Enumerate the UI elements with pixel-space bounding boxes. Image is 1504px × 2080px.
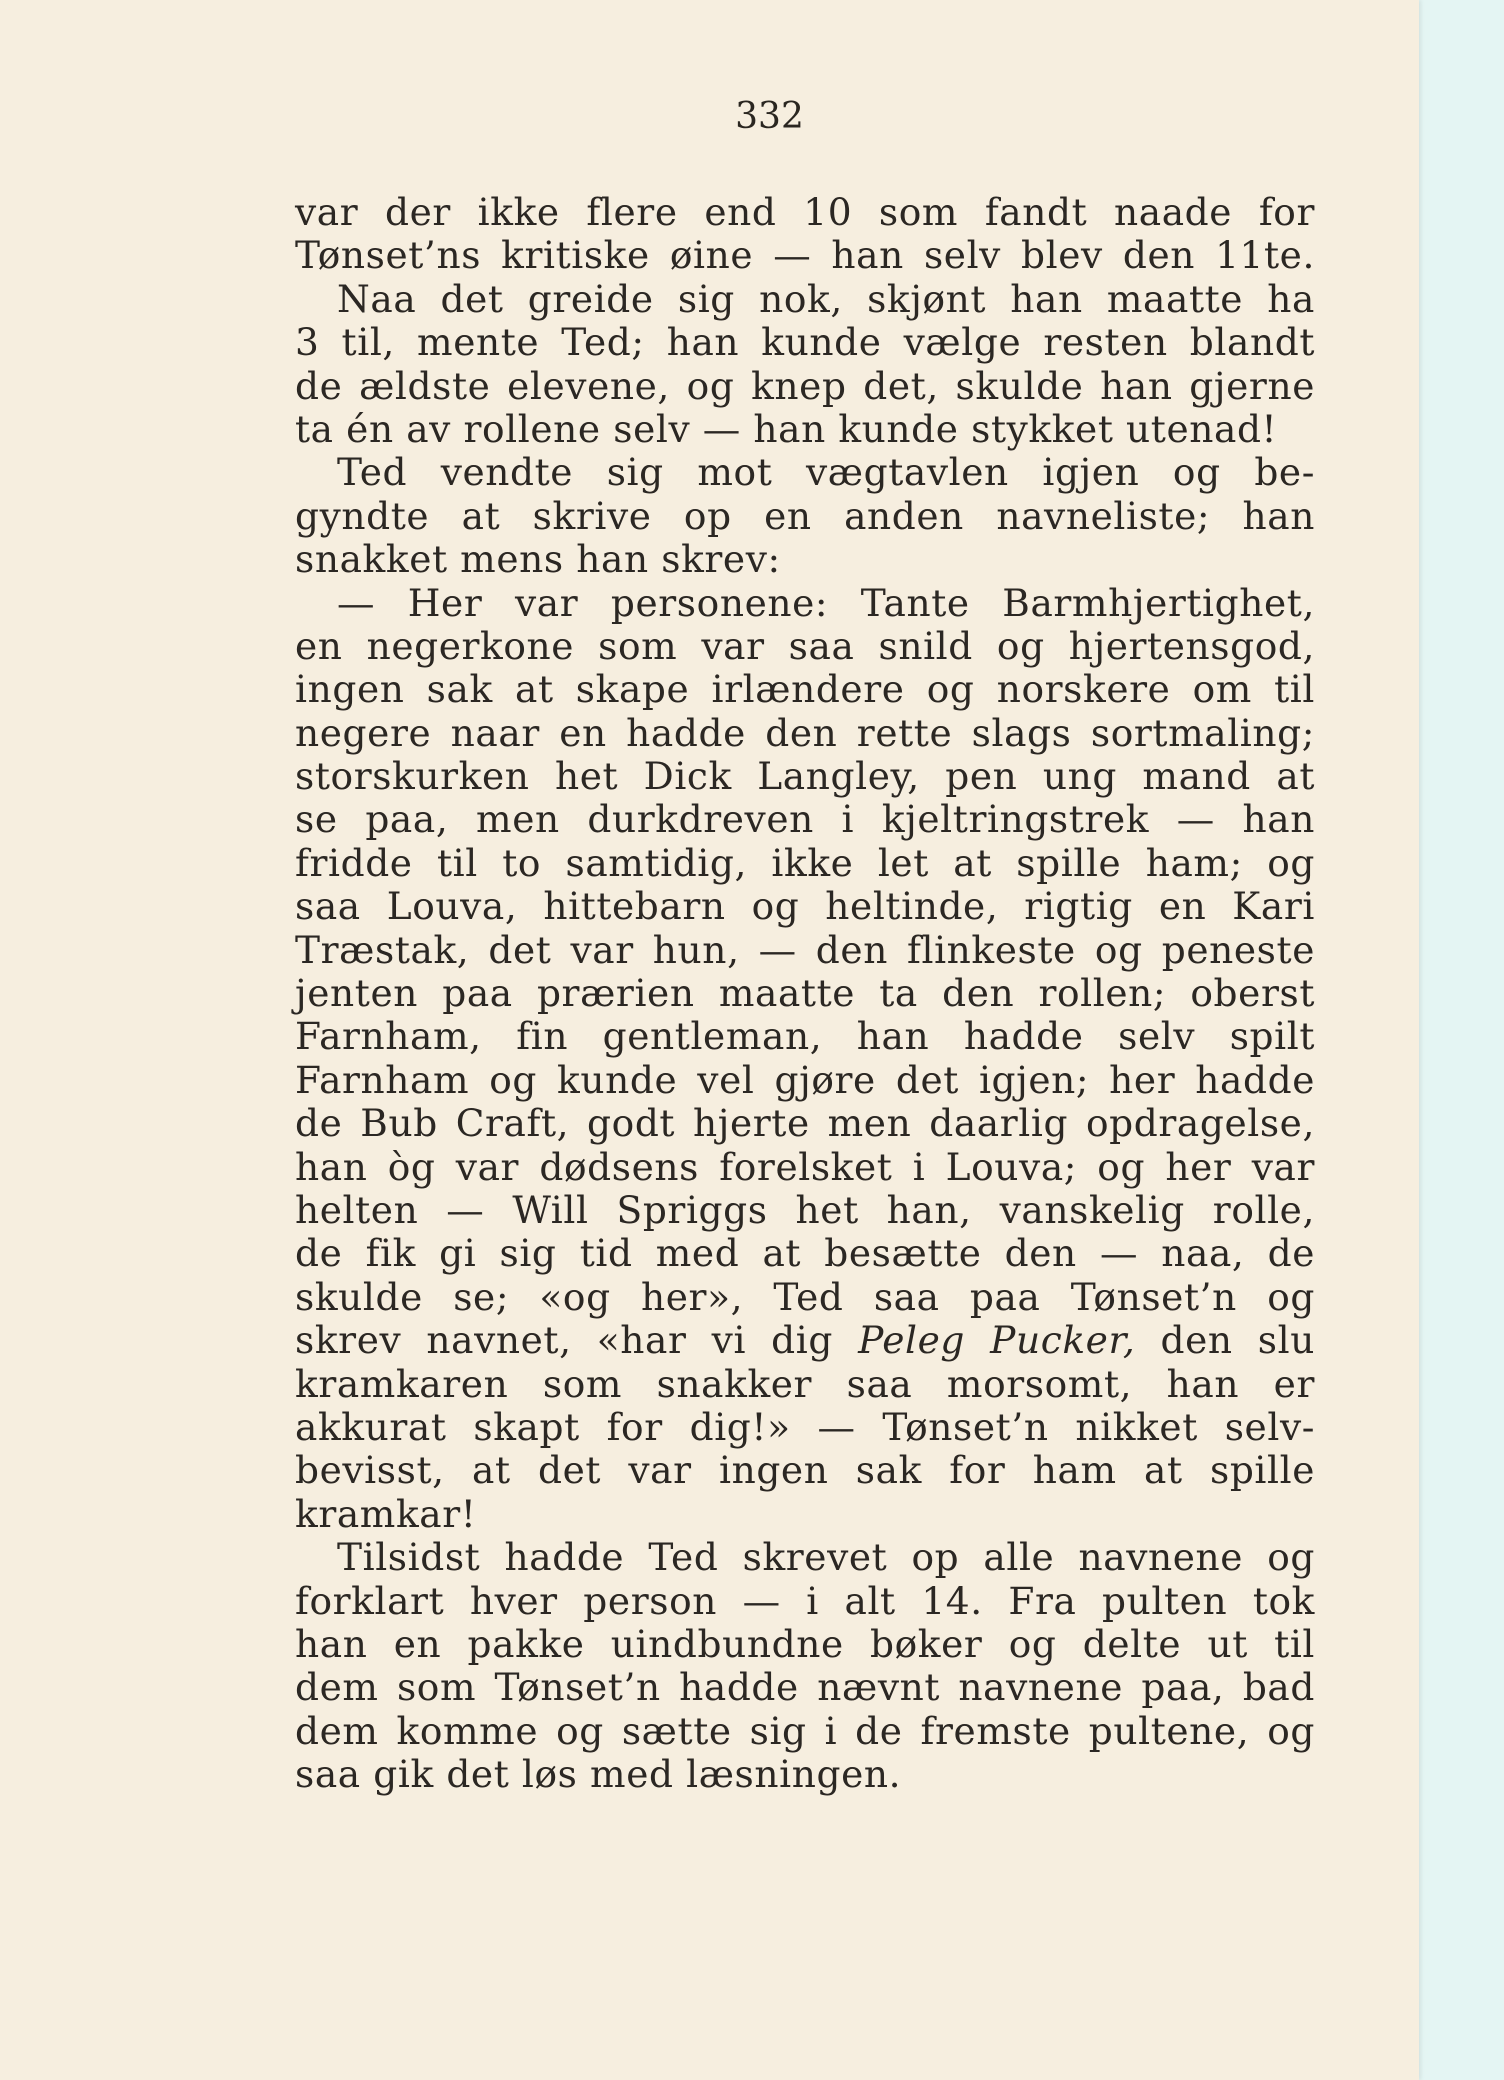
text-line: se paa, men durkdreven i kjeltringstrek — han — [295, 797, 1315, 842]
text-line: helten — Will Spriggs het han, vanskelig rolle, — [295, 1187, 1315, 1232]
text-line: saa gik det løs med læsningen. — [295, 1752, 902, 1797]
text-line: en negerkone som var saa snild og hjertensgod, — [295, 623, 1315, 668]
text-line: gyndte at skrive op en anden navneliste; han — [295, 493, 1315, 538]
character-name-italic: Peleg Pucker, — [858, 1318, 1136, 1363]
text-line: han en pakke uindbundne bøker og delte ut til — [295, 1621, 1315, 1666]
text-line: storskurken het Dick Langley, pen ung mand at — [295, 754, 1315, 799]
text-line: Farnham og kunde vel gjøre det igjen; her hadde — [295, 1057, 1315, 1102]
page-number: 332 — [735, 96, 804, 137]
text-line: fridde til to samtidig, ikke let at spille ham; og — [295, 840, 1315, 885]
text-line: han òg var dødsens forelsket i Louva; og her var — [295, 1144, 1315, 1189]
text-line: snakket mens han skrev: — [295, 537, 781, 582]
text-line: de ældste elevene, og knep det, skulde han gjerne — [295, 363, 1315, 408]
text-line: — Her var personene: Tante Barmhjertighet, — [337, 580, 1315, 625]
text-line: kramkaren som snakker saa morsomt, han er — [295, 1361, 1315, 1406]
text-line: Tilsidst hadde Ted skrevet op alle navnene og — [337, 1535, 1315, 1580]
text-line: bevisst, at det var ingen sak for ham at spille — [295, 1448, 1315, 1493]
text-segment: den slu — [1135, 1318, 1315, 1363]
text-line: kramkar! — [295, 1491, 477, 1536]
text-line: ingen sak at skape irlændere og norskere om til — [295, 667, 1315, 712]
text-line: var der ikke flere end 10 som fandt naade for — [295, 190, 1315, 234]
text-line: skulde se; «og her», Ted saa paa Tønset’n og — [295, 1274, 1315, 1319]
text-line: akkurat skapt for dig!» — Tønset’n nikket selv- — [295, 1404, 1315, 1449]
text-line: dem komme og sætte sig i de fremste pultene, og — [295, 1708, 1315, 1753]
text-line: Tønset’ns kritiske øine — han selv blev den 11te. — [295, 233, 1315, 278]
text-line: ta én av rollene selv — han kunde stykket utenad! — [295, 406, 1278, 451]
text-line: Ted vendte sig mot vægtavlen igjen og be- — [337, 450, 1315, 495]
body-text — [295, 191, 1315, 1796]
text-line-italic — [295, 1319, 1315, 1362]
text-line: 3 til, mente Ted; han kunde vælge resten blandt — [295, 320, 1315, 365]
text-line: forklart hver person — i alt 14. Fra pulten tok — [295, 1578, 1315, 1623]
text-line: negere naar en hadde den rette slags sortmaling; — [295, 710, 1315, 755]
text-line: jenten paa prærien maatte ta den rollen; oberst — [295, 971, 1315, 1016]
text-line: Farnham, fin gentleman, han hadde selv spilt — [295, 1014, 1315, 1059]
text-segment: skrev navnet, «har vi dig — [295, 1318, 859, 1363]
text-line: dem som Tønset’n hadde nævnt navnene paa, bad — [295, 1665, 1315, 1710]
text-line: de fik gi sig tid med at besætte den — naa, de — [295, 1231, 1315, 1276]
text-line: Naa det greide sig nok, skjønt han maatte ha — [337, 276, 1315, 321]
text-line: Træstak, det var hun, — den flinkeste og peneste — [295, 927, 1315, 972]
text-line: saa Louva, hittebarn og heltinde, rigtig en Kari — [295, 884, 1315, 929]
text-line: de Bub Craft, godt hjerte men daarlig opdragelse, — [295, 1101, 1315, 1146]
